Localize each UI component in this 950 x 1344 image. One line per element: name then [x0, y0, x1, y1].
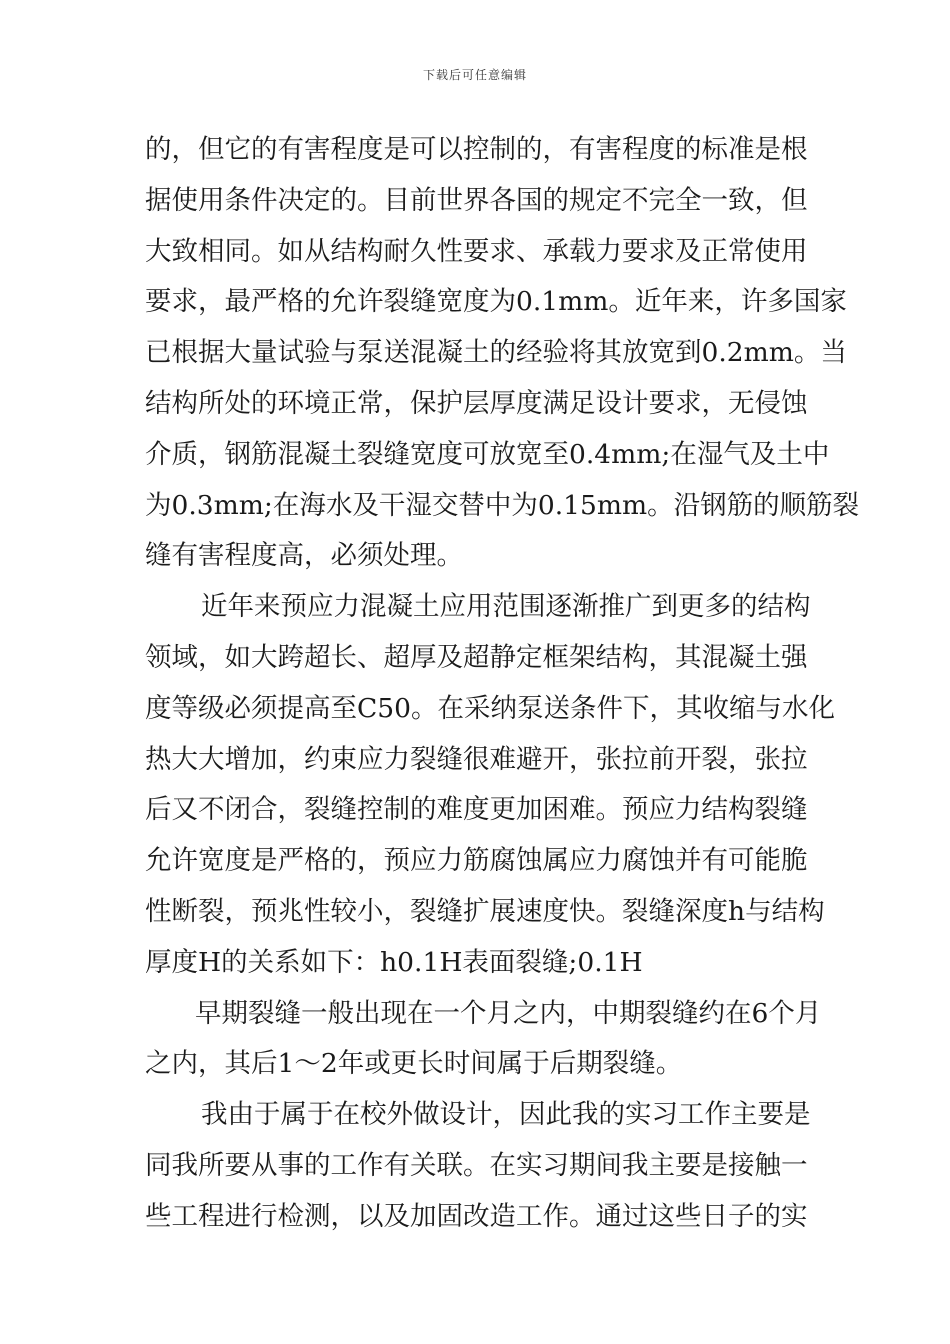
- text-line: 已根据大量试验与泵送混凝土的经验将其放宽到0.2mm。当: [145, 337, 847, 369]
- text-line: 要求，最严格的允许裂缝宽度为0.1mm。近年来，许多国家: [145, 286, 847, 318]
- text-line: 大致相同。如从结构耐久性要求、承载力要求及正常使用: [145, 235, 808, 267]
- text-line: 结构所处的环境正常，保护层厚度满足设计要求，无侵蚀: [145, 387, 808, 419]
- text-line: 的，但它的有害程度是可以控制的，有害程度的标准是根: [145, 134, 808, 165]
- text-line: 领域，如大跨超长、超厚及超静定框架结构，其混凝土强: [145, 641, 808, 673]
- text-line: 之内，其后1～2年或更长时间属于后期裂缝。: [145, 1048, 683, 1080]
- paragraph-first-line: 近年来预应力混凝土应用范围逐渐推广到更多的结构: [201, 591, 811, 623]
- text-line: 后又不闭合，裂缝控制的难度更加困难。预应力结构裂缝: [145, 794, 808, 826]
- text-line: 些工程进行检测，以及加固改造工作。通过这些日子的实: [145, 1200, 808, 1232]
- text-line: 据使用条件决定的。目前世界各国的规定不完全一致，但: [145, 184, 808, 216]
- text-line: 同我所要从事的工作有关联。在实习期间我主要是接触一: [145, 1149, 808, 1181]
- text-line: 允许宽度是严格的，预应力筋腐蚀属应力腐蚀并有可能脆: [145, 845, 808, 877]
- text-line: 介质，钢筋混凝土裂缝宽度可放宽至0.4mm;在湿气及土中: [145, 438, 830, 470]
- text-line: 度等级必须提高至C50。在采纳泵送条件下，其收缩与水化: [145, 692, 835, 724]
- page-header: 下载后可任意编辑: [422, 68, 527, 82]
- paragraph-first-line: 早期裂缝一般出现在一个月之内，中期裂缝约在6个月: [195, 997, 822, 1029]
- text-line: 厚度H的关系如下：h0.1H表面裂缝;0.1H: [145, 946, 643, 978]
- document-body: [145, 125, 860, 1243]
- text-line: 热大大增加，约束应力裂缝很难避开，张拉前开裂，张拉: [145, 743, 808, 775]
- text-line: 为0.3mm;在海水及干湿交替中为0.15mm。沿钢筋的顺筋裂: [145, 489, 860, 521]
- paragraph-first-line: 我由于属于在校外做设计，因此我的实习工作主要是: [201, 1099, 811, 1131]
- text-line: 缝有害程度高，必须处理。: [145, 540, 463, 572]
- text-line: 性断裂，预兆性较小，裂缝扩展速度快。裂缝深度h与结构: [145, 895, 825, 927]
